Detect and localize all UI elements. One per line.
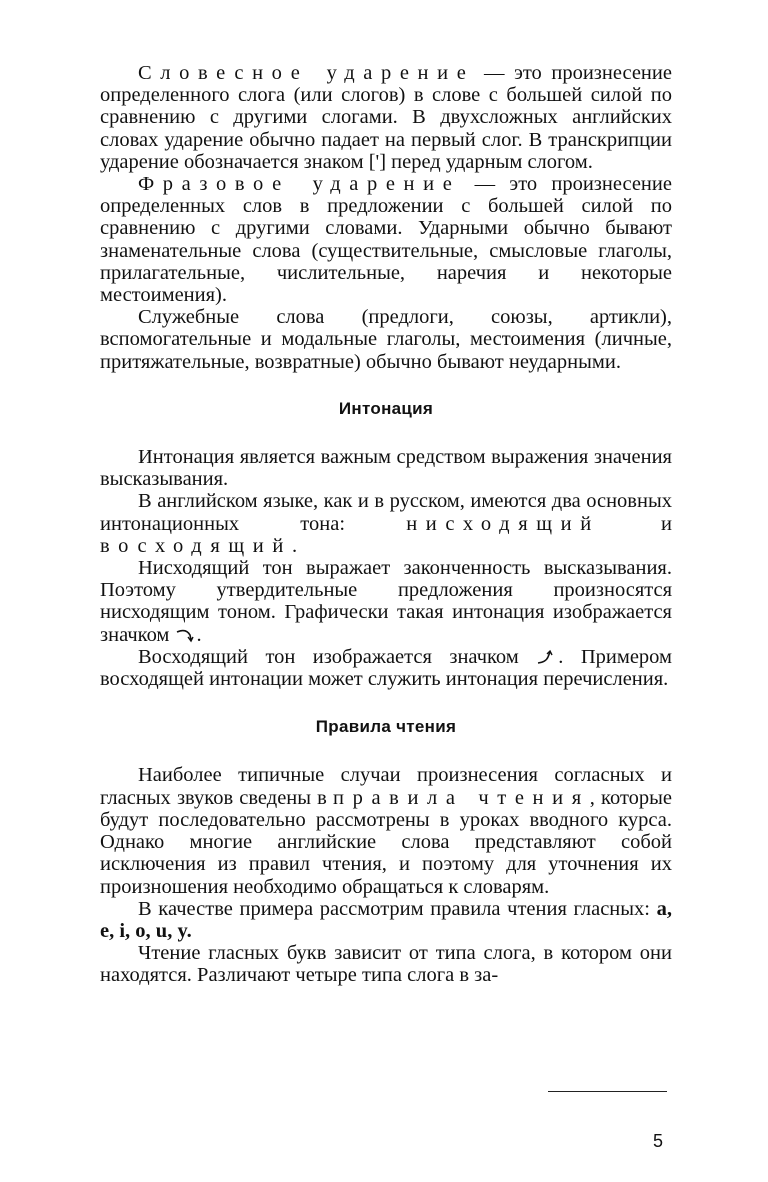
vowel-letters: a, e, i, o, u, y. — [100, 897, 672, 942]
term-phrase-stress: Фразовое ударение — [138, 173, 461, 196]
term-rising: восходящий — [100, 534, 292, 557]
tones-text: В английском языке, как и в русском, имеются два основных интонационных тона: — [100, 490, 672, 535]
paragraph-function-words: Служебные слова (предлоги, союзы, артикли), вспомогательные и модальные глаголы, местоимения (личные, притяжательные, возвратные) обычно бывают неударными. — [100, 306, 672, 373]
paragraph-falling-tone — [100, 557, 672, 646]
word-stress-text: — это произнесение определенного слога (или слогов) в слове с большей силой по сравнению с другими слогами. В двухсложных английских словах ударение обычно падает на первый слог. В транскрипции ударение обозначается знаком ['] перед ударным слогом. — [100, 62, 672, 173]
footer-divider — [548, 1091, 667, 1092]
tones-and: и — [599, 512, 672, 535]
paragraph-reading-rules — [100, 764, 672, 897]
paragraph-rising-tone — [100, 646, 672, 690]
term-reading-rules: правила чтения — [333, 786, 590, 809]
term-word-stress: Словесное ударение — [138, 62, 475, 84]
phrase-stress-text: — это произнесение определенных слов в предложении с большей силой по сравнению с другими словами. Ударными обычно бывают знаменательные слова (существительные, смысловые глаголы, прилагательные, числительные, наречия и некоторые местоимения). — [100, 173, 672, 307]
rising-tone-before: Восходящий тон изображается значком — [138, 645, 519, 668]
paragraph-vowels-example — [100, 898, 672, 942]
term-falling: нисходящий — [406, 512, 600, 535]
falling-tone-icon — [175, 627, 197, 643]
rising-tone-after: . Примером восходящей интонации может служить интонация перечисления. — [100, 645, 673, 691]
reading-rules-before: Наиболее типичные случаи произнесения согласных и гласных звуков сведены в — [100, 764, 672, 809]
paragraph-word-stress — [100, 62, 672, 173]
heading-intonation: Интонация — [338, 398, 434, 418]
rising-tone-icon — [536, 649, 558, 665]
vowels-before: В качестве примера рассмотрим правила чтения гласных: — [138, 897, 657, 920]
reading-rules-after: , которые будут последовательно рассмотрены в уроках вводного курса. Однако многие английские слова представляют собой исключения из правил чтения, и поэтому для уточнения их произношения необходимо обращаться к словарям. — [100, 786, 673, 898]
paragraph-syllable-types: Чтение гласных букв зависит от типа слога, в котором они находятся. Различают четыре типа слога в за- — [100, 942, 672, 987]
heading-reading-rules: Правила чтения — [315, 717, 457, 737]
paragraph-intonation-intro: Интонация является важным средством выражения значения высказывания. — [100, 446, 672, 491]
page-content — [100, 62, 672, 987]
tones-end: . — [291, 534, 298, 557]
page-number: 5 — [653, 1131, 664, 1151]
falling-tone-text: Нисходящий тон выражает законченность высказывания. Поэтому утвердительные предложения произносятся нисходящим тоном. Графически такая интонация изображается значком — [100, 557, 672, 646]
falling-tone-end: . — [196, 623, 202, 646]
paragraph-phrase-stress — [100, 173, 672, 306]
paragraph-intonation-tones — [100, 490, 672, 557]
